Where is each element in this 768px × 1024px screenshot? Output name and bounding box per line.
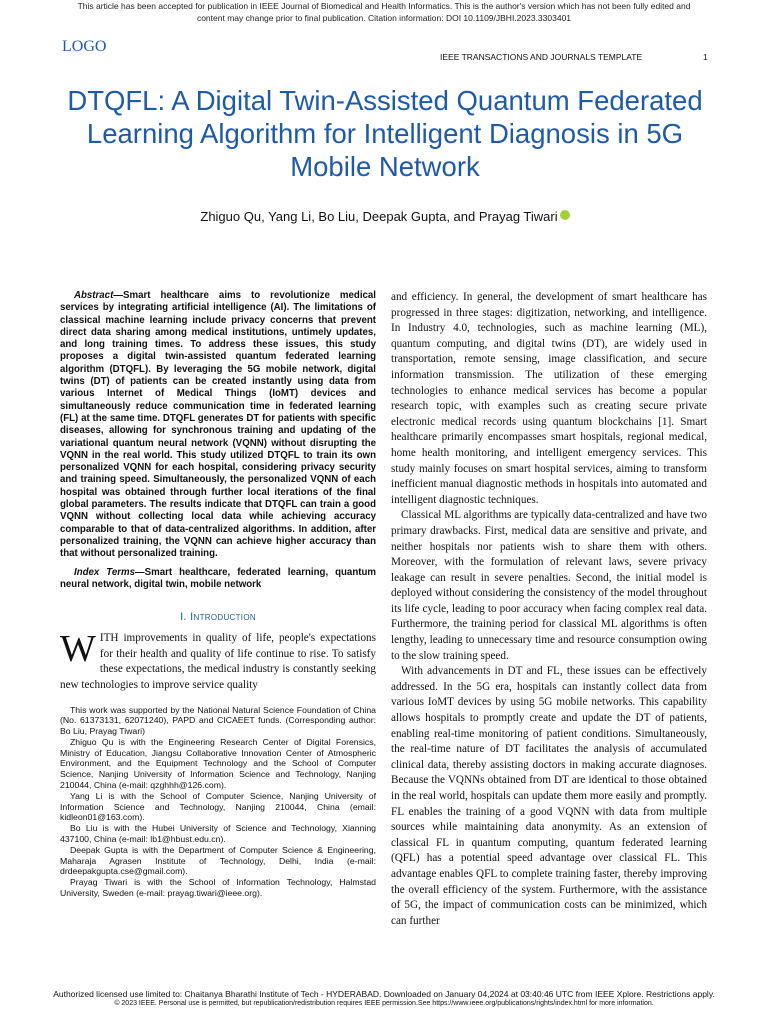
index-terms-lead: Index Terms — [74, 566, 135, 578]
abstract-dash: — — [113, 290, 123, 301]
footnote-author-qu: Zhiguo Qu is with the Engineering Research Center of Digital Forensics, Ministry of Education, Jiangsu Collaborative Innovation Center of Atmospheric Environment, and the Equipment Technology and the School of Computer Science, Nanjing University of Information Science and Technology, Nanjing 210044, China (e-mail: qzghhh@126.com). — [60, 736, 376, 791]
footnote-author-li: Yang Li is with the School of Computer Science, Nanjing University of Information Science and Technology, Nanjing 210044, China (email: kidleon01@163.com). — [60, 790, 376, 823]
abstract — [60, 290, 376, 561]
section-number: I. — [180, 611, 191, 624]
page-number: 1 — [703, 52, 708, 62]
body-paragraph: and efficiency. In general, the development of smart healthcare has progressed in three stages: digitization, networking, and intelligence. In Industry 4.0, technologies, such as machine learning (ML), quantum computing, and digital twins (DT), are widely used in transportation, remote sensing, image classification, and secure information transmission. The utilization of these emerging technologies to enhance medical services has become a popular research topic, with examples such as creating secure private electronic medical records using quantum blockchains [1]. Smart healthcare primarily encompasses smart hospitals, regional medical, home health monitoring, and intelligent emergency services. This study mainly focuses on smart hospital services, aiming to transform inefficient manual diagnostic methods in hospitals into automated and intelligent diagnostic techniques. — [391, 291, 707, 506]
journal-name: IEEE TRANSACTIONS AND JOURNALS TEMPLATE — [440, 52, 643, 62]
footnote-author-gupta: Deepak Gupta is with the Department of Computer Science & Engineering, Maharaja Agrasen Institute of Technology, Delhi, India (e-mail: drdeepakgupta.cse@gmail.com). — [60, 844, 376, 877]
footnote-author-liu: Bo Liu is with the Hubei University of Science and Technology, Xianning 437100, China (e-mail: lb1@hbust.edu.cn). — [60, 823, 376, 845]
dropcap: W — [60, 628, 96, 671]
footnote-author-tiwari: Prayag Tiwari is with the School of Information Technology, Halmstad University, Sweden (e-mail: prayag.tiwari@ieee.org). — [60, 877, 376, 899]
license-line: Authorized licensed use limited to: Chaitanya Bharathi Institute of Tech - HYDERABAD. Downloaded on January 04,2024 at 03:40:46 UTC from IEEE Xplore. Restrictions apply. — [53, 989, 715, 999]
notice-line-2: content may change prior to final publication. Citation information: DOI 10.1109/JBHI.2023.3303401 — [196, 13, 572, 23]
footnote-funding: This work was supported by the National Natural Science Foundation of China (No. 61373131, 62071240), PAPD and CICAEET funds. (Corresponding author: Bo Liu, Prayag Tiwari) — [60, 704, 376, 737]
notice-line-1: This article has been accepted for publication in IEEE Journal of Biomedical and Health Informatics. This is the author's version which has not been fully edited and — [77, 1, 691, 11]
index-terms-text: Smart healthcare, federated learning, quantum neural network, digital twin, mobile network — [60, 566, 376, 590]
paper-title: DTQFL: A Digital Twin-Assisted Quantum Federated Learning Algorithm for Intelligent Diagnosis in 5G Mobile Network — [67, 85, 703, 182]
publication-notice — [0, 0, 768, 24]
index-terms — [60, 567, 376, 592]
author-list — [60, 209, 710, 224]
body-paragraph: With advancements in DT and FL, these issues can be effectively addressed. In the 5G era, hospitals can instantly collect data from various IoMT devices by using 5G mobile networks. This capability allows hospitals to promptly create and update the DT of patients, enabling real-time monitoring of patient conditions. Simultaneously, the real-time nature of DT facilitates the analysis of accumulated clinical data, thereby assisting doctors in making accurate diagnoses. Because the VQNNs obtained from DT are identical to those obtained in the real world, hospitals can update them more easily and promptly. FL enables the training of a good VQNN with data from multiple sources while maintaining data anonymity. As an extension of classical FL in quantum computing, quantum federated learning (QFL) has a potential speed advantage over classical FL. This advantage enables QFL to complete training faster, thereby improving the overall efficiency of the system. Furthermore, with the assistance of 5G, the impact of communication costs can be minimized, which can further — [391, 665, 707, 927]
abstract-lead: Abstract — [74, 290, 114, 301]
left-column — [60, 290, 376, 899]
body-paragraph: Classical ML algorithms are typically data-centralized and have two primary drawbacks. First, medical data are sensitive and private, and neither hospitals nor patients wish to share them with others. Moreover, with the formulation of relevant laws, severe privacy leakage can result in severe penalties. Second, the initial model is deployed without considering the consistency of the model throughout its life cycle, leading to poor accuracy when facing complex real data. Furthermore, the training period for classical ML algorithms is often lengthy, leading to unnecessary time and resource consumption owing to the slow training speed. — [391, 509, 707, 662]
section-title: Introduction — [190, 611, 256, 624]
intro-text: ITH improvements in quality of life, people's expectations for their health and quality of life continue to rise. To satisfy these expectations, the medical industry is constantly seeking new technologies to improve service quality — [60, 632, 376, 691]
copyright-line: © 2023 IEEE. Personal use is permitted, but republication/redistribution requires IEEE permission.See https://www.ieee.org/publications/rights/index.html for more information. — [114, 1000, 654, 1007]
abstract-text: Smart healthcare aims to revolutionize medical services by integrating artificial intelligence (AI). The limitations of classical machine learning include privacy concerns that prevent direct data sharing among medical institutions, untimely updates, and long training times. To address these issues, this study proposes a digital twin-assisted quantum federated learning algorithm (DTQFL). By leveraging the 5G mobile network, digital twins (DT) of patients can be created instantly using data from various Internet of Medical Things (IoMT) devices and simultaneously reduce communication time in federated learning (FL) at the same time. DTQFL generates DT for patients with specific diseases, allowing for synchronous training and updating of the variational quantum neural network (VQNN) without disrupting the VQNN in the real world. This study utilized DTQFL to train its own personalized VQNN for each hospital, considering privacy security and training speed. Simultaneously, the personalized VQNN of each hospital was obtained through further local iterations of the final global parameters. The results indicate that DTQFL can train a good VQNN without collecting local data while achieving accuracy comparable to that of data-centralized algorithms. In addition, after personalized training, the VQNN can achieve higher accuracy than that without personalized training. — [60, 290, 376, 560]
index-terms-dash: — — [134, 566, 145, 578]
authors-text: Zhiguo Qu, Yang Li, Bo Liu, Deepak Gupta, and Prayag Tiwari — [200, 209, 558, 224]
section-heading — [60, 611, 376, 623]
orcid-icon[interactable] — [560, 210, 570, 220]
intro-paragraph — [60, 628, 376, 693]
journal-logo: LOGO — [62, 38, 107, 55]
right-column — [391, 290, 707, 929]
